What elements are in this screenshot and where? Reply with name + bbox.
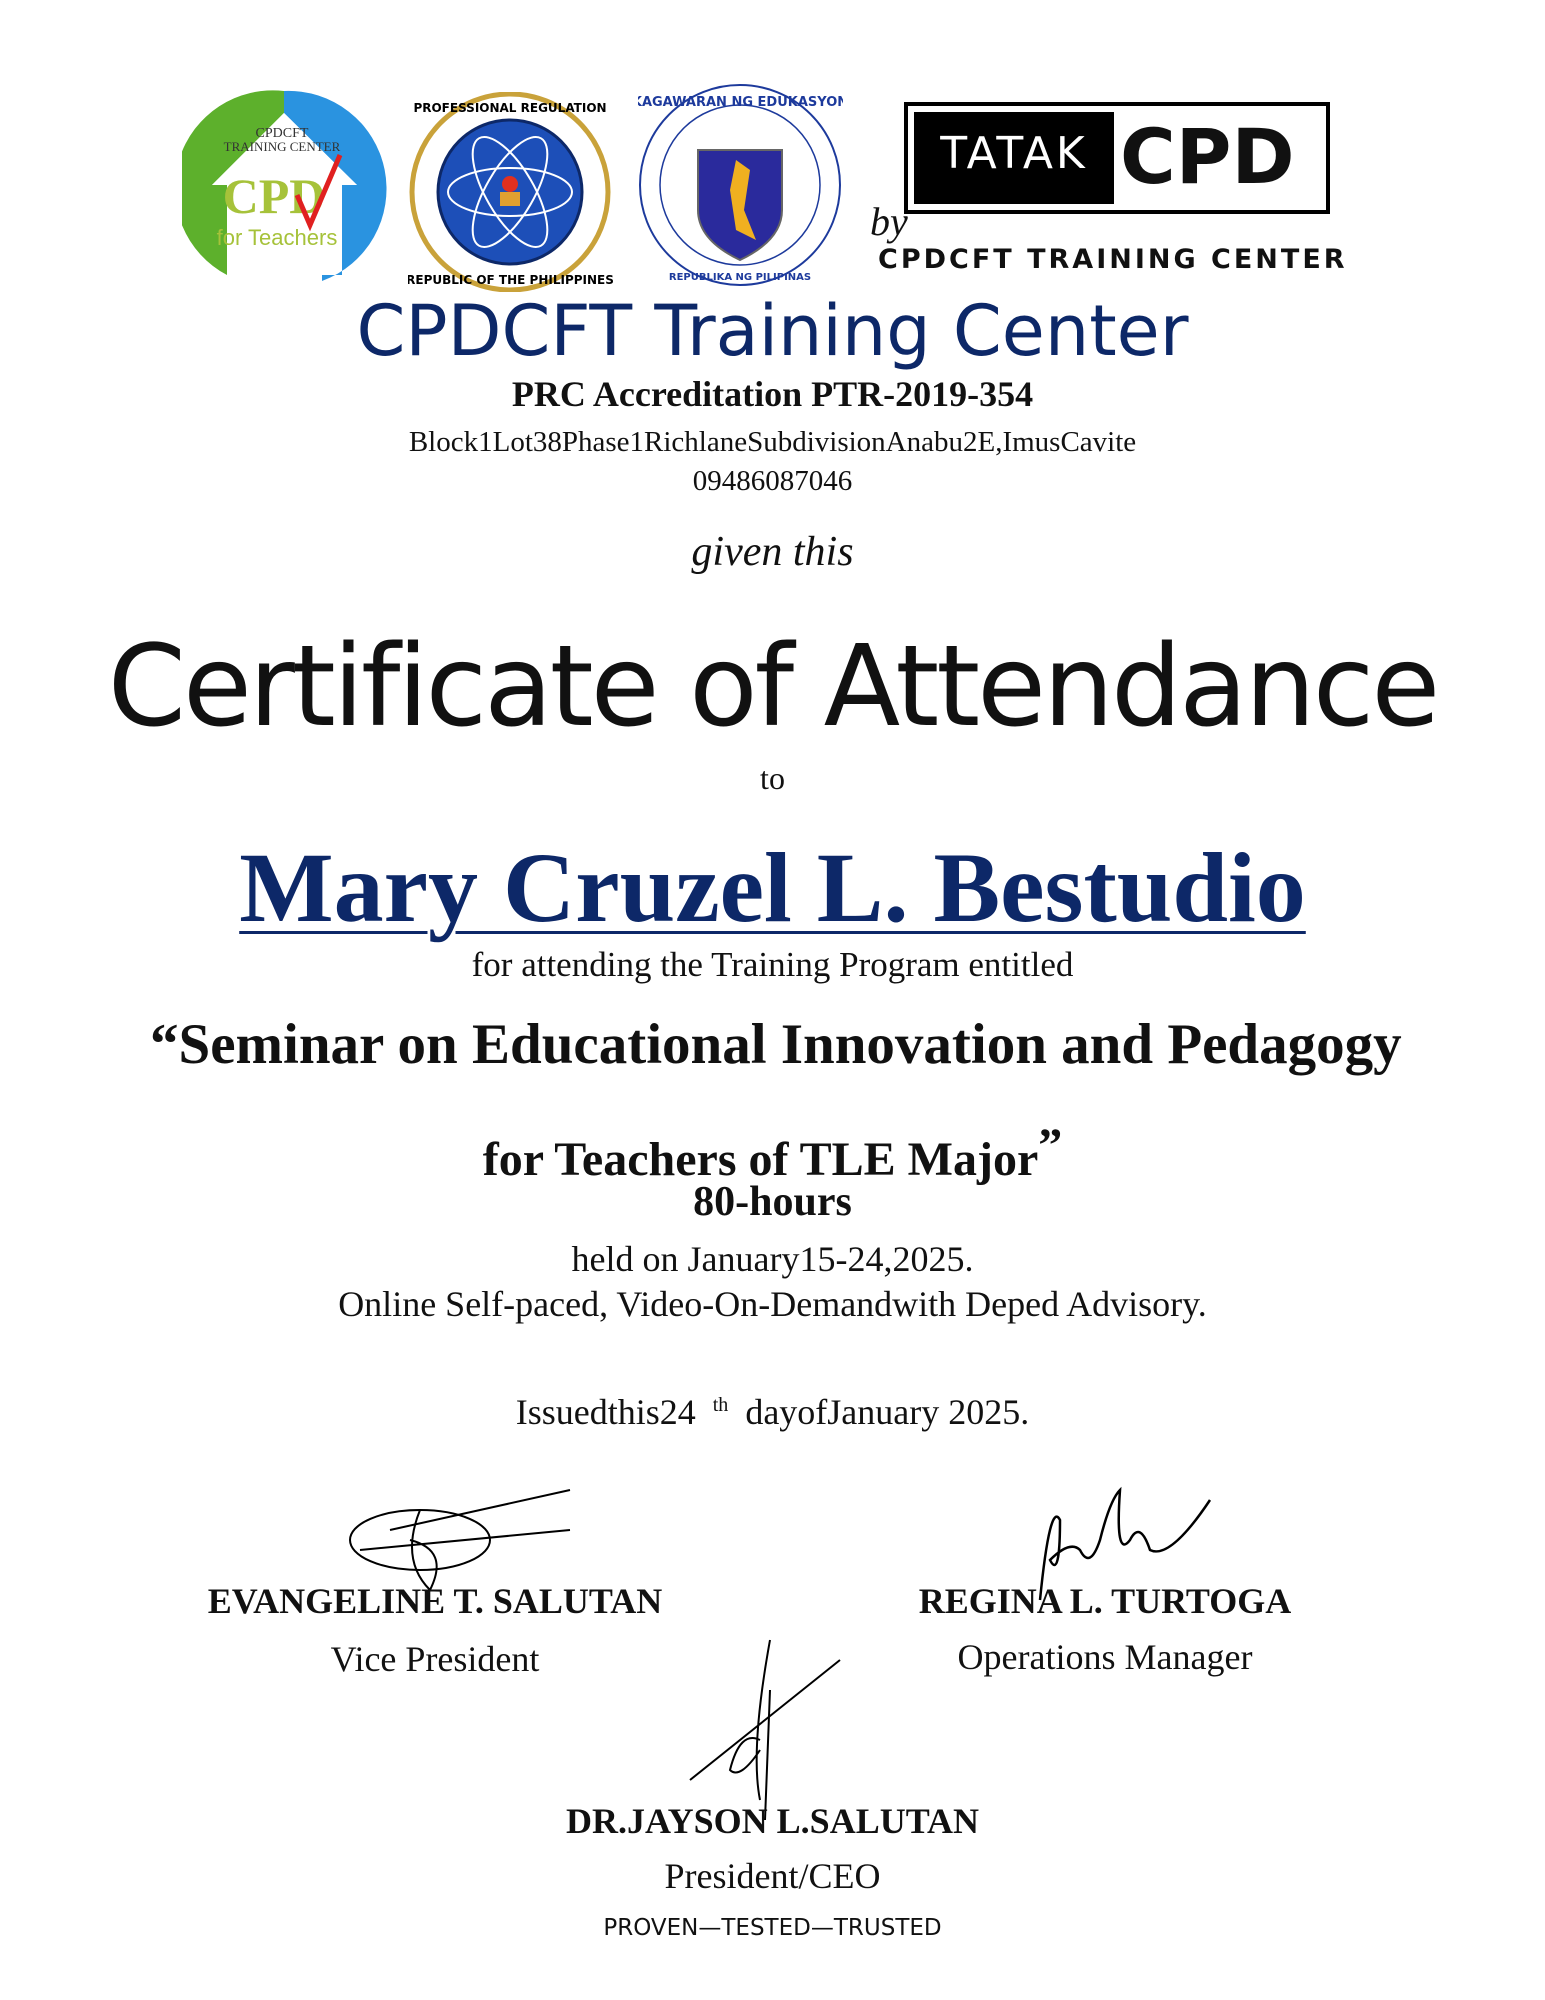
certificate-title: Certificate of Attendance bbox=[107, 622, 1438, 752]
to-label: to bbox=[760, 760, 785, 796]
svg-text:KAGAWARAN NG EDUKASYON: KAGAWARAN NG EDUKASYON bbox=[638, 95, 843, 110]
close-quote: ” bbox=[1038, 1119, 1063, 1172]
delivery-mode: Online Self-paced, Video-On-Demandwith Deped Advisory. bbox=[338, 1284, 1207, 1324]
program-title-line2-wrap bbox=[0, 1118, 1545, 1187]
tatak-label: TATAK bbox=[940, 128, 1088, 179]
deped-seal-logo bbox=[638, 80, 843, 290]
svg-text:REPUBLIC OF THE PHILIPPINES: REPUBLIC OF THE PHILIPPINES bbox=[408, 273, 613, 287]
accreditation: PRC Accreditation PTR-2019-354 bbox=[511, 374, 1034, 414]
issued-post: dayofJanuary 2025. bbox=[745, 1392, 1030, 1432]
signatory-name-ceo: DR.JAYSON L.SALUTAN bbox=[565, 1801, 980, 1841]
signatory-title-ops: Operations Manager bbox=[957, 1637, 1253, 1677]
for-attending: for attending the Training Program entitled bbox=[471, 945, 1074, 984]
address: Block1Lot38Phase1RichlaneSubdivisionAnabu2E,ImusCavite bbox=[408, 426, 1137, 458]
svg-text:CPD: CPD bbox=[222, 168, 326, 224]
program-title-line2: for Teachers of TLE Major bbox=[482, 1133, 1039, 1186]
recipient-name: Mary Cruzel L. Bestudio bbox=[239, 832, 1306, 943]
signatory-name-ops: REGINA L. TURTOGA bbox=[918, 1581, 1292, 1621]
by-label: by bbox=[870, 199, 908, 244]
prc-seal-logo bbox=[408, 92, 613, 292]
tatak-org-label: CPDCFT TRAINING CENTER bbox=[878, 244, 1348, 275]
svg-text:CPDCFT: CPDCFT bbox=[255, 126, 309, 141]
signatory-title-vp: Vice President bbox=[330, 1639, 540, 1679]
footer-tagline: PROVEN—TESTED—TRUSTED bbox=[603, 1915, 942, 1941]
svg-text:PROFESSIONAL REGULATION: PROFESSIONAL REGULATION bbox=[413, 101, 607, 115]
phone: 09486087046 bbox=[692, 465, 853, 497]
org-name: CPDCFT Training Center bbox=[356, 290, 1189, 372]
svg-text:REPUBLIKA NG PILIPINAS: REPUBLIKA NG PILIPINAS bbox=[668, 272, 812, 283]
signatory-name-vp: EVANGELINE T. SALUTAN bbox=[207, 1581, 663, 1621]
given-this: given this bbox=[691, 529, 854, 575]
cpd-for-teachers-logo bbox=[182, 85, 387, 290]
issued-sup: th bbox=[712, 1394, 729, 1416]
svg-text:TRAINING CENTER: TRAINING CENTER bbox=[223, 139, 341, 154]
svg-text:for Teachers: for Teachers bbox=[216, 225, 338, 250]
signatory-title-ceo: President/CEO bbox=[664, 1856, 881, 1896]
program-title-line1: “Seminar on Educational Innovation and Pedagogy bbox=[150, 1013, 1402, 1076]
issued-pre: Issuedthis24 bbox=[515, 1392, 696, 1432]
issued-date bbox=[0, 1391, 1545, 1433]
hours: 80-hours bbox=[693, 1179, 852, 1225]
cpd-label: CPD bbox=[1120, 112, 1295, 201]
held-on: held on January15-24,2025. bbox=[571, 1239, 974, 1279]
tatak-cpd-logo bbox=[870, 98, 1360, 278]
recipient-wrap bbox=[0, 830, 1545, 945]
